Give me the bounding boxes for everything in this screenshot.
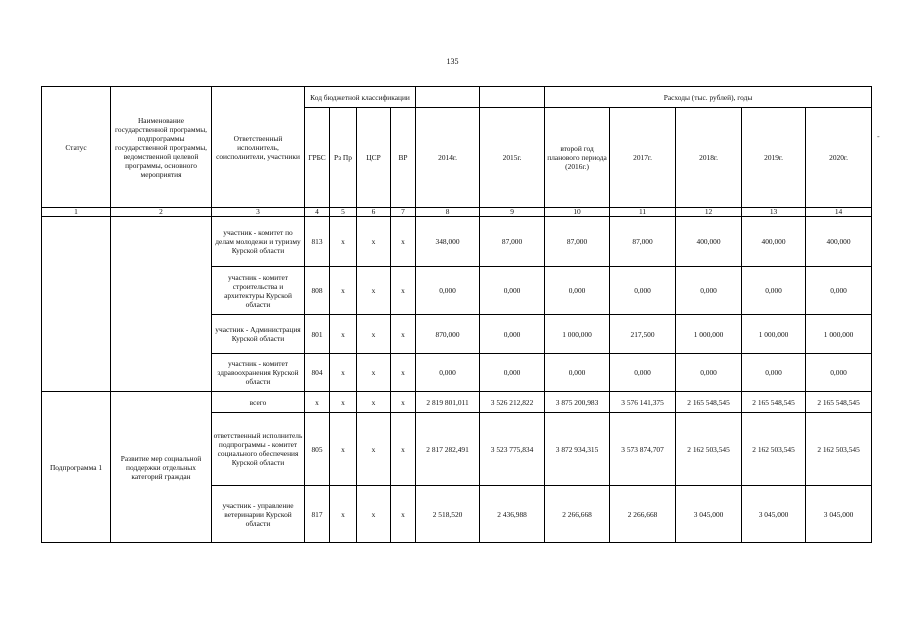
header-csr: ЦСР [357, 108, 391, 208]
value-cell: 1 000,000 [806, 315, 872, 354]
vr-cell: х [391, 315, 416, 354]
margin-mark: - [877, 132, 880, 141]
value-cell: 0,000 [676, 354, 742, 392]
value-cell: 0,000 [676, 267, 742, 315]
rzpr-cell: х [330, 315, 357, 354]
vr-cell: х [391, 486, 416, 543]
executor-cell: участник - комитет по делам молодежи и туризму Курской области [212, 217, 305, 267]
value-cell: 87,000 [480, 217, 545, 267]
vr-cell: х [391, 354, 416, 392]
executor-cell: ответственный исполнитель подпрограммы - комитет социального обеспечения Курской области [212, 413, 305, 486]
value-cell: 348,000 [416, 217, 480, 267]
col-number: 8 [416, 208, 480, 217]
name-cell-empty [111, 217, 212, 392]
value-cell: 0,000 [480, 315, 545, 354]
value-cell: 870,000 [416, 315, 480, 354]
value-cell: 400,000 [806, 217, 872, 267]
column-number-row [42, 208, 872, 217]
rzpr-cell: х [330, 217, 357, 267]
header-2018: 2018г. [676, 108, 742, 208]
status-cell-empty [42, 217, 111, 392]
value-cell: 0,000 [416, 354, 480, 392]
value-cell: 2 266,668 [610, 486, 676, 543]
value-cell: 2 162 503,545 [806, 413, 872, 486]
value-cell: 2 819 801,011 [416, 392, 480, 413]
rzpr-cell: х [330, 392, 357, 413]
value-cell: 2 165 548,545 [742, 392, 806, 413]
page-number: 135 [446, 57, 459, 66]
value-cell: 2 436,988 [480, 486, 545, 543]
value-cell: 2 165 548,545 [806, 392, 872, 413]
value-cell: 2 817 282,491 [416, 413, 480, 486]
value-cell: 0,000 [545, 267, 610, 315]
csr-cell: х [357, 486, 391, 543]
value-cell: 2 162 503,545 [742, 413, 806, 486]
value-cell: 3 045,000 [676, 486, 742, 543]
executor-cell: участник - комитет строительства и архитектуры Курской области [212, 267, 305, 315]
expenses-table [41, 86, 872, 543]
subprogram-name: Развитие мер социальной поддержки отдельных категорий граждан [111, 392, 212, 543]
grbs-cell: 808 [305, 267, 330, 315]
value-cell: 2 165 548,545 [676, 392, 742, 413]
header-2019: 2019г. [742, 108, 806, 208]
value-cell: 0,000 [742, 267, 806, 315]
executor-cell: всего [212, 392, 305, 413]
value-cell: 0,000 [610, 267, 676, 315]
value-cell: 3 875 200,983 [545, 392, 610, 413]
value-cell: 87,000 [545, 217, 610, 267]
value-cell: 3 872 934,315 [545, 413, 610, 486]
grbs-cell: 805 [305, 413, 330, 486]
value-cell: 1 000,000 [676, 315, 742, 354]
value-cell: 217,500 [610, 315, 676, 354]
csr-cell: х [357, 354, 391, 392]
header-2016: второй год планового периода (2016г.) [545, 108, 610, 208]
rzpr-cell: х [330, 267, 357, 315]
vr-cell: х [391, 392, 416, 413]
header-status: Статус [42, 87, 111, 208]
col-number: 6 [357, 208, 391, 217]
col-number: 2 [111, 208, 212, 217]
csr-cell: х [357, 392, 391, 413]
header-expenses: Расходы (тыс. рублей), годы [545, 87, 872, 108]
header-vr: ВР [391, 108, 416, 208]
col-number: 13 [742, 208, 806, 217]
col-number: 1 [42, 208, 111, 217]
col-number: 11 [610, 208, 676, 217]
value-cell: 3 526 212,822 [480, 392, 545, 413]
vr-cell: х [391, 267, 416, 315]
header-executor: Ответственный исполнитель, соисполнители, участники [212, 87, 305, 208]
csr-cell: х [357, 413, 391, 486]
header-budget-code: Код бюджетной классификации [305, 87, 416, 108]
col-number: 5 [330, 208, 357, 217]
col-number: 14 [806, 208, 872, 217]
executor-cell: участник - управление ветеринарии Курской области [212, 486, 305, 543]
col-number: 7 [391, 208, 416, 217]
value-cell: 1 000,000 [742, 315, 806, 354]
value-cell: 87,000 [610, 217, 676, 267]
value-cell: 0,000 [742, 354, 806, 392]
header-blank-9 [480, 87, 545, 108]
header-name: Наименование государственной программы, подпрограммы государственной программы, ведомственной целевой программы, основного мероприятия [111, 87, 212, 208]
value-cell: 0,000 [416, 267, 480, 315]
header-rzpr: Рз Пр [330, 108, 357, 208]
value-cell: 3 523 775,834 [480, 413, 545, 486]
value-cell: 2 162 503,545 [676, 413, 742, 486]
header-2014: 2014г. [416, 108, 480, 208]
grbs-cell: 817 [305, 486, 330, 543]
header-2015: 2015г. [480, 108, 545, 208]
value-cell: 3 573 874,707 [610, 413, 676, 486]
header-blank-8 [416, 87, 480, 108]
subprogram-status: Подпрограмма 1 [42, 392, 111, 543]
header-grbs: ГРБС [305, 108, 330, 208]
col-number: 9 [480, 208, 545, 217]
value-cell: 0,000 [480, 354, 545, 392]
vr-cell: х [391, 413, 416, 486]
value-cell: 0,000 [480, 267, 545, 315]
rzpr-cell: х [330, 486, 357, 543]
grbs-cell: х [305, 392, 330, 413]
col-number: 4 [305, 208, 330, 217]
value-cell: 2 266,668 [545, 486, 610, 543]
table-row [42, 217, 872, 267]
value-cell: 1 000,000 [545, 315, 610, 354]
vr-cell: х [391, 217, 416, 267]
header-2017: 2017г. [610, 108, 676, 208]
executor-cell: участник - Администрация Курской области [212, 315, 305, 354]
header-2020: 2020г. [806, 108, 872, 208]
grbs-cell: 801 [305, 315, 330, 354]
value-cell: 0,000 [610, 354, 676, 392]
header-row-1 [42, 87, 872, 108]
col-number: 3 [212, 208, 305, 217]
col-number: 12 [676, 208, 742, 217]
table-row [42, 392, 872, 413]
grbs-cell: 813 [305, 217, 330, 267]
executor-cell: участник - комитет здравоохранения Курской области [212, 354, 305, 392]
value-cell: 0,000 [806, 267, 872, 315]
csr-cell: х [357, 315, 391, 354]
grbs-cell: 804 [305, 354, 330, 392]
value-cell: 3 045,000 [806, 486, 872, 543]
value-cell: 0,000 [806, 354, 872, 392]
value-cell: 2 518,520 [416, 486, 480, 543]
value-cell: 400,000 [742, 217, 806, 267]
value-cell: 400,000 [676, 217, 742, 267]
rzpr-cell: х [330, 354, 357, 392]
value-cell: 0,000 [545, 354, 610, 392]
value-cell: 3 576 141,375 [610, 392, 676, 413]
rzpr-cell: х [330, 413, 357, 486]
csr-cell: х [357, 217, 391, 267]
value-cell: 3 045,000 [742, 486, 806, 543]
col-number: 10 [545, 208, 610, 217]
csr-cell: х [357, 267, 391, 315]
